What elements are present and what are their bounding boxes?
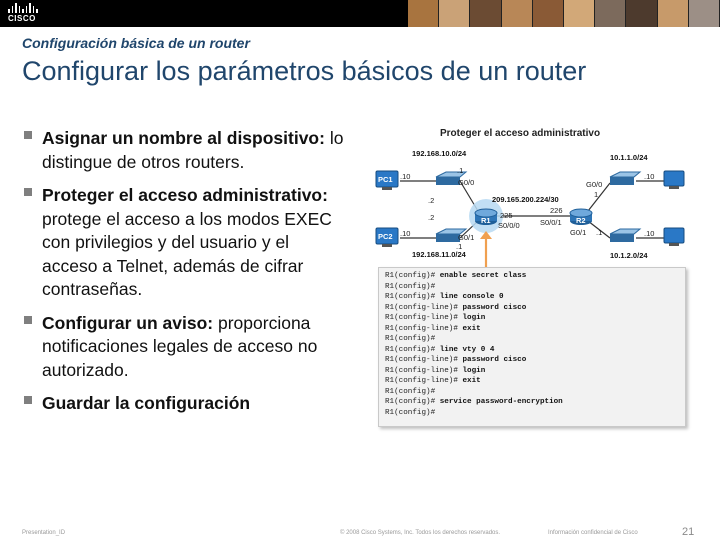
bullet-text: lo distingue de otros routers. <box>42 128 344 172</box>
slide-subtitle: Configuración básica de un router <box>22 35 250 51</box>
bullet-text: proporciona notificaciones legales de acceso no autorizado. <box>42 312 318 380</box>
pc2-label: PC2 <box>378 232 393 241</box>
bullet-list <box>24 127 344 426</box>
diagram-title: Proteger el acceso administrativo <box>440 128 601 139</box>
highlight-arrow-icon <box>480 231 492 269</box>
r2-s001-label: S0/0/1 <box>540 218 562 227</box>
cli-command: exit <box>462 377 481 385</box>
r2-g00-host-label: 1 <box>594 190 599 199</box>
bullet-bold: Asignar un nombre al dispositivo: <box>42 128 325 148</box>
cli-line <box>385 271 679 282</box>
r2-g01-label: G0/1 <box>570 228 587 237</box>
bullet-item <box>24 127 344 174</box>
photo-8 <box>626 0 657 27</box>
cli-prompt: R1(config)# <box>385 345 436 354</box>
pc1-computer-icon <box>376 171 398 190</box>
cli-line <box>385 397 679 408</box>
net4-label: 10.1.1.0/24 <box>610 153 648 162</box>
cisco-logo <box>8 3 42 23</box>
photo-2 <box>439 0 470 27</box>
footer <box>0 526 720 540</box>
cli-prompt: R1(config-line)# <box>385 366 458 375</box>
sw3-host-label: .10 <box>644 172 655 181</box>
r1-g00-host-label: .1 <box>457 166 464 175</box>
footer-copyright: © 2008 Cisco Systems, Inc. Todos los derechos reservados. <box>340 530 501 536</box>
cli-prompt: R1(config-line)# <box>385 356 458 364</box>
cli-line <box>385 303 679 314</box>
photo-strip <box>408 0 720 27</box>
page-number: 21 <box>682 526 695 538</box>
cli-prompt: R1(config-line)# <box>385 377 458 385</box>
r2-g01-host-label: .1 <box>596 228 603 237</box>
r2-g00-label: G0/0 <box>586 180 603 189</box>
cli-line <box>385 355 679 366</box>
cli-line <box>385 376 679 387</box>
computer-icon <box>664 228 684 246</box>
photo-1 <box>408 0 439 27</box>
bullet-item <box>24 184 344 302</box>
cli-command: exit <box>462 324 481 333</box>
cli-prompt: R1(config)# <box>385 335 436 343</box>
cli-line <box>385 387 679 398</box>
topology-svg <box>374 143 698 273</box>
cli-command: login <box>462 314 486 322</box>
footer-presentation-id: Presentation_ID <box>22 530 66 536</box>
cli-prompt: R1(config)# <box>385 387 436 396</box>
cli-console <box>378 267 686 427</box>
cli-prompt: R1(config)# <box>385 282 436 291</box>
photo-7 <box>595 0 626 27</box>
cli-line <box>385 292 679 303</box>
cli-line <box>385 366 679 377</box>
bullet-marker-icon <box>24 188 32 196</box>
r1-g01-label: G0/1 <box>458 233 475 242</box>
footer-confidential: Información confidencial de Cisco <box>548 530 638 536</box>
bullet-item <box>24 392 344 416</box>
pc2-host-label: .10 <box>400 229 411 238</box>
cli-prompt: R1(config)# <box>385 272 436 280</box>
cli-prompt: R1(config-line)# <box>385 324 458 333</box>
cli-command: password cisco <box>462 356 527 364</box>
cli-command: login <box>462 366 486 375</box>
r2-label: R2 <box>576 216 586 225</box>
bullet-bold: Proteger el acceso administrativo: <box>42 185 328 205</box>
cli-command: service password-encryption <box>439 398 563 406</box>
bullet-marker-icon <box>24 316 32 324</box>
cli-command: password cisco <box>462 303 527 312</box>
cli-prompt: R1(config)# <box>385 293 436 301</box>
r1-label: R1 <box>481 216 491 225</box>
r1-g01-host-label: .1 <box>456 242 463 251</box>
bullet-bold: Configurar un aviso: <box>42 312 214 333</box>
r1-sw1-port-label: .2 <box>428 196 435 205</box>
photo-10 <box>689 0 720 27</box>
cli-line <box>385 313 679 324</box>
pc1-host-label: .10 <box>400 172 411 181</box>
r2-serial-host-label: 226 <box>550 206 563 215</box>
header-band <box>0 0 720 27</box>
cli-command: line console 0 <box>439 293 504 301</box>
r1-g00-label: G0/0 <box>458 178 475 187</box>
photo-3 <box>470 0 501 27</box>
cli-line <box>385 408 679 419</box>
cli-line <box>385 334 679 345</box>
cli-line <box>385 345 679 356</box>
net1-label: 192.168.10.0/24 <box>412 149 467 158</box>
cli-prompt: R1(config)# <box>385 398 436 406</box>
photo-4 <box>502 0 533 27</box>
sw4-host-label: .10 <box>644 229 655 238</box>
cli-command: line vty 0 4 <box>439 345 495 354</box>
r1-serial-host-label: 225 <box>500 211 513 220</box>
pc2-computer-icon <box>376 228 398 247</box>
network-diagram <box>374 125 698 430</box>
bullet-bold: Guardar la configuración <box>42 393 251 413</box>
cli-command: enable secret class <box>439 272 527 280</box>
r2-router-icon <box>570 209 592 225</box>
photo-6 <box>564 0 595 27</box>
net5-label: 10.1.2.0/24 <box>610 251 648 260</box>
cli-prompt: R1(config)# <box>385 408 436 417</box>
slide-title: Configurar los parámetros básicos de un router <box>22 56 587 86</box>
cli-line <box>385 282 679 293</box>
photo-9 <box>658 0 689 27</box>
switch-icon <box>610 172 640 185</box>
r1-s000-label: S0/0/0 <box>498 221 520 230</box>
computer-icon <box>664 171 684 189</box>
cli-line <box>385 324 679 335</box>
pc1-label: PC1 <box>378 175 393 184</box>
r1-sw2-port-label: .2 <box>428 213 435 222</box>
net2-label: 192.168.11.0/24 <box>412 250 466 259</box>
bullet-item <box>24 312 344 383</box>
logo-bars-icon <box>8 3 42 13</box>
switch-icon <box>610 229 640 242</box>
net3-label: 209.165.200.224/30 <box>492 195 559 204</box>
logo-text: CISCO <box>8 14 36 23</box>
bullet-text: protege el acceso a los modos EXEC con privilegios y del usuario y el acceso a Telnet, además de cifrar contraseñas. <box>42 208 332 299</box>
cli-prompt: R1(config-line)# <box>385 303 458 312</box>
photo-5 <box>533 0 564 27</box>
bullet-marker-icon <box>24 131 32 139</box>
bullet-marker-icon <box>24 396 32 404</box>
cli-prompt: R1(config-line)# <box>385 314 458 322</box>
